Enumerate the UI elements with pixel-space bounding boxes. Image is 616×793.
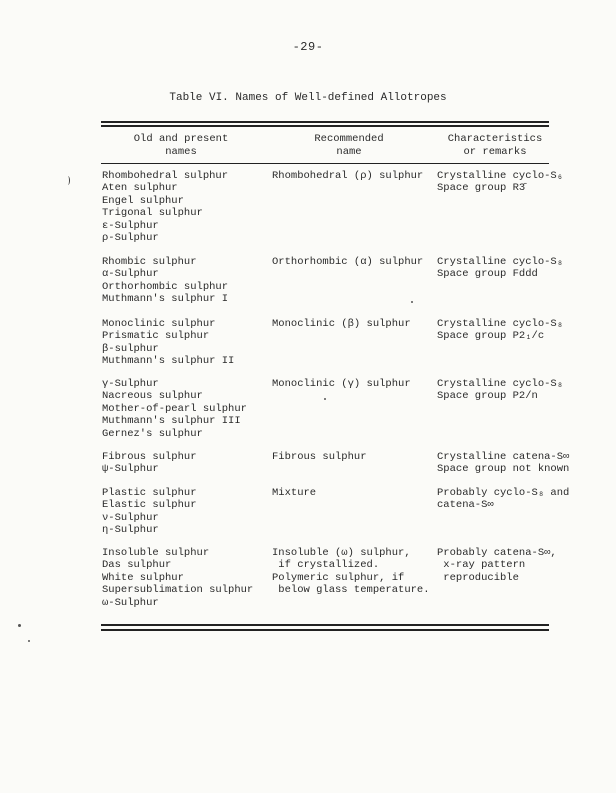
paper-speck bbox=[324, 398, 326, 400]
cell-line: x-ray pattern bbox=[437, 559, 526, 572]
cell-line: Probably catena-S∞, bbox=[437, 547, 557, 559]
old-names-cell bbox=[102, 451, 272, 476]
recommended-name-cell bbox=[272, 378, 432, 390]
header-remarks bbox=[433, 133, 557, 159]
paper-speck bbox=[28, 640, 30, 642]
paper-speck bbox=[411, 301, 413, 303]
cell-line: Fibrous sulphur bbox=[102, 451, 197, 463]
remarks-cell bbox=[437, 547, 557, 584]
cell-line: Nacreous sulphur bbox=[102, 390, 203, 403]
cell-line: γ-Sulphur bbox=[102, 378, 159, 390]
cell-line: Rhombohedral (ρ) sulphur bbox=[272, 170, 424, 182]
cell-line: Supersublimation sulphur bbox=[102, 584, 254, 597]
cell-line: Space group P2₁/c bbox=[437, 330, 545, 343]
old-names-cell bbox=[102, 487, 272, 537]
cell-line: α-Sulphur bbox=[102, 268, 159, 281]
cell-line: Crystalline cyclo-S₈ bbox=[437, 378, 564, 390]
cell-line: Crystalline cyclo-S₈ bbox=[437, 256, 564, 268]
cell-line: Aten sulphur bbox=[102, 182, 178, 195]
remarks-cell bbox=[437, 318, 564, 343]
cell-line: Orthorhombic sulphur bbox=[102, 280, 229, 293]
cell-line: Orthorhombic (α) sulphur bbox=[272, 256, 424, 268]
cell-line: Crystalline cyclo-S₈ bbox=[437, 318, 564, 330]
cell-line: Rhombic sulphur bbox=[102, 256, 197, 268]
cell-line: Plastic sulphur bbox=[102, 487, 197, 499]
recommended-name-cell bbox=[272, 451, 432, 463]
header-text: Characteristics bbox=[447, 133, 543, 145]
cell-line: Space group R3̄ bbox=[437, 182, 526, 195]
table-title: Table VI. Names of Well-defined Allotropes bbox=[169, 92, 447, 104]
cell-line: Elastic sulphur bbox=[102, 499, 197, 512]
cell-line: Monoclinic sulphur bbox=[102, 318, 216, 330]
cell-line: Gernez's sulphur bbox=[102, 427, 203, 440]
header-text: or remarks bbox=[463, 146, 527, 158]
paper-mark bbox=[66, 176, 70, 185]
old-names-cell bbox=[102, 256, 272, 306]
cell-line: Probably cyclo-S₈ and bbox=[437, 487, 570, 499]
cell-line: if crystallized. bbox=[272, 559, 380, 572]
cell-line: Monoclinic (β) sulphur bbox=[272, 318, 411, 330]
cell-line: ψ-Sulphur bbox=[102, 463, 159, 476]
top-rule-2 bbox=[101, 125, 549, 127]
cell-line: Insoluble (ω) sulphur, bbox=[272, 547, 411, 559]
page-number: -29- bbox=[292, 40, 324, 54]
cell-line: Trigonal sulphur bbox=[102, 207, 203, 220]
cell-line: Space group Fddd bbox=[437, 268, 538, 281]
cell-line: ρ-Sulphur bbox=[102, 232, 159, 245]
remarks-cell bbox=[437, 378, 564, 403]
bottom-rule-2 bbox=[101, 629, 549, 631]
cell-line: White sulphur bbox=[102, 571, 184, 584]
header-recommended bbox=[269, 133, 429, 159]
recommended-name-cell bbox=[272, 547, 432, 597]
cell-line: Space group not known bbox=[437, 463, 570, 476]
cell-line: Das sulphur bbox=[102, 559, 172, 572]
remarks-cell bbox=[437, 256, 564, 281]
header-text: Old and present bbox=[133, 133, 229, 145]
cell-line: Muthmann's sulphur III bbox=[102, 415, 241, 428]
cell-line: Space group P2/n bbox=[437, 390, 538, 403]
cell-line: Polymeric sulphur, if bbox=[272, 571, 405, 584]
old-names-cell bbox=[102, 378, 272, 440]
old-names-cell bbox=[102, 318, 272, 368]
cell-line: η-Sulphur bbox=[102, 524, 159, 537]
cell-line: Muthmann's sulphur I bbox=[102, 293, 229, 306]
remarks-cell bbox=[437, 451, 570, 476]
bottom-rule-1 bbox=[101, 624, 549, 626]
cell-line: Monoclinic (γ) sulphur bbox=[272, 378, 411, 390]
cell-line: Mother-of-pearl sulphur bbox=[102, 402, 247, 415]
cell-line: Fibrous sulphur bbox=[272, 451, 367, 463]
recommended-name-cell bbox=[272, 256, 432, 268]
header-text: name bbox=[336, 146, 362, 158]
cell-line: reproducible bbox=[437, 571, 519, 584]
remarks-cell bbox=[437, 487, 570, 512]
cell-line: below glass temperature. bbox=[272, 584, 430, 597]
top-rule-1 bbox=[101, 121, 549, 123]
paper-speck bbox=[18, 624, 21, 627]
old-names-cell bbox=[102, 170, 272, 244]
recommended-name-cell bbox=[272, 170, 432, 182]
cell-line: Crystalline cyclo-S₆ bbox=[437, 170, 564, 182]
cell-line: β-sulphur bbox=[102, 342, 159, 355]
cell-line: Rhombohedral sulphur bbox=[102, 170, 229, 182]
cell-line: Mixture bbox=[272, 487, 317, 499]
cell-line: catena-S∞ bbox=[437, 499, 494, 512]
cell-line: ν-Sulphur bbox=[102, 511, 159, 524]
cell-line: Insoluble sulphur bbox=[102, 547, 210, 559]
header-text: names bbox=[165, 146, 197, 158]
header-old-names bbox=[101, 133, 261, 159]
cell-line: ε-Sulphur bbox=[102, 219, 159, 232]
cell-line: ω-Sulphur bbox=[102, 596, 159, 609]
recommended-name-cell bbox=[272, 318, 432, 330]
cell-line: Prismatic sulphur bbox=[102, 330, 210, 343]
header-text: Recommended bbox=[314, 133, 384, 145]
remarks-cell bbox=[437, 170, 564, 195]
old-names-cell bbox=[102, 547, 272, 609]
cell-line: Muthmann's sulphur II bbox=[102, 355, 235, 368]
cell-line: Crystalline catena-S∞ bbox=[437, 451, 570, 463]
header-rule bbox=[101, 163, 549, 164]
cell-line: Engel sulphur bbox=[102, 194, 184, 207]
recommended-name-cell bbox=[272, 487, 432, 499]
